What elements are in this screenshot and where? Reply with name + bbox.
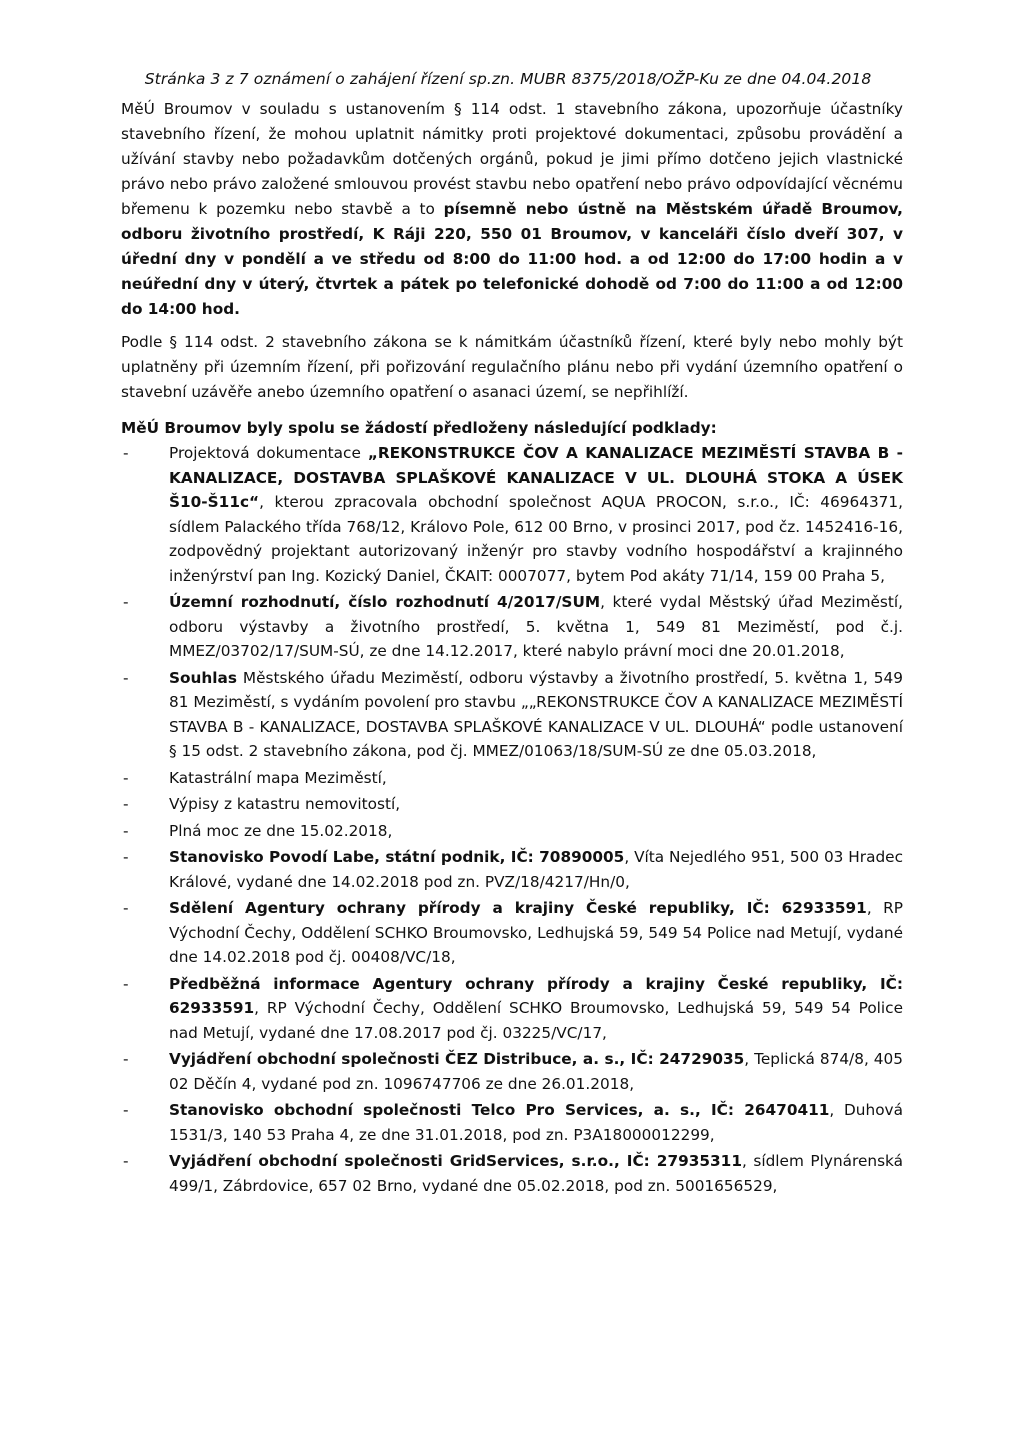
objections-paragraph [121,97,903,322]
list-dash: - [123,899,129,917]
list-item: - Vyjádření obchodní společnosti GridServices, s.r.o., IČ: 27935311, sídlem Plynárenská 499/1, Zábrdovice, 657 02 Brno, vydané dne 05.02.2018, pod zn. 5001656529, [121,1149,903,1198]
document-page [121,70,903,1200]
list-item: - Předběžná informace Agentury ochrany přírody a krajiny České republiky, IČ: 62933591, RP Východní Čechy, Oddělení SCHKO Broumovsko, Ledhujská 59, 549 54 Police nad Metují, vydané dne 17.08.2017 pod čj. 03225/VC/17, [121,972,903,1046]
objections-bold-text: písemně nebo ústně na Městském úřadě Broumov, odboru životního prostředí, K Ráji 220, 550 01 Broumov, v kanceláři číslo dveří 307, v úřední dny v pondělí a ve středu od 8:00 do 11:00 hod. a od 12:00 do 17:00 hodin a v neúřední dny v úterý, čtvrtek a pátek po telefonické dohodě od 7:00 do 11:00 a od 12:00 do 14:00 hod. [121,200,903,318]
list-dash: - [123,593,129,611]
list-dash: - [123,768,129,787]
list-dash: - [123,444,129,462]
list-item: - Výpisy z katastru nemovitostí, [121,792,903,817]
documents-list [121,441,903,1198]
objections-text: MěÚ Broumov v souladu s ustanovením § 114 odst. 1 stavebního zákona, upozorňuje účastníky stavebního řízení, že mohou uplatnit námitky proti projektové dokumentaci, způsobu provádění a užívání stavby nebo požadavkům dotčených orgánů, pokud je jimi přímo dotčeno jejich vlastnické právo nebo právo založené smlouvou provést stavbu nebo opatření nebo právo odpovídající věcnému břemenu k pozemku nebo stavbě a to [121,100,903,218]
list-dash: - [123,668,129,687]
list-dash: - [123,1050,129,1068]
list-dash: - [123,974,129,993]
list-item: - Plná moc ze dne 15.02.2018, [121,819,903,844]
list-item: - Sdělení Agentury ochrany přírody a krajiny České republiky, IČ: 62933591, RP Východní Čechy, Oddělení SCHKO Broumovsko, Ledhujská 59, 549 54 Police nad Metují, vydané dne 14.02.2018 pod čj. 00408/VC/18, [121,896,903,970]
list-item: - Stanovisko obchodní společnosti Telco Pro Services, a. s., IČ: 26470411, Duhová 1531/3, 140 53 Praha 4, ze dne 31.01.2018, pod zn. P3A18000012299, [121,1098,903,1147]
list-item: - Projektová dokumentace „REKONSTRUKCE ČOV A KANALIZACE MEZIMĚSTÍ STAVBA B - KANALIZACE, DOSTAVBA SPLAŠKOVÉ KANALIZACE V UL. DLOUHÁ STOKA A ÚSEK Š10-Š11c“, kterou zpracovala obchodní společnost AQUA PROCON, s.r.o., IČ: 46964371, sídlem Palackého třída 768/12, Královo Pole, 612 00 Brno, v prosinci 2017, pod čz. 1452416-16, zodpovědný projektant autorizovaný inženýr pro stavby vodního hospodářství a krajinného inženýrství pan Ing. Kozický Daniel, ČKAIT: 0007077, bytem Pod akáty 71/14, 159 00 Praha 5, [121,441,903,588]
list-item: - Stanovisko Povodí Labe, státní podnik, IČ: 70890005, Víta Nejedlého 951, 500 03 Hradec Králové, vydané dne 14.02.2018 pod zn. PVZ/18/4217/Hn/0, [121,845,903,894]
list-dash: - [123,821,129,840]
page-header: Stránka 3 z 7 oznámení o zahájení řízení sp.zn. MUBR 8375/2018/OŽP-Ku ze dne 04.04.2018 [144,70,872,88]
list-item: - Územní rozhodnutí, číslo rozhodnutí 4/2017/SUM, které vydal Městský úřad Meziměstí, odboru výstavby a životního prostředí, 5. května 1, 549 81 Meziměstí, pod č.j. MMEZ/03702/17/SUM-SÚ, ze dne 14.12.2017, které nabylo právní moci dne 20.01.2018, [121,590,903,664]
list-dash: - [123,848,129,866]
list-item: - Vyjádření obchodní společnosti ČEZ Distribuce, a. s., IČ: 24729035, Teplická 874/8, 405 02 Děčín 4, vydané pod zn. 1096747706 ze dne 26.01.2018, [121,1047,903,1096]
list-item: - Souhlas Městského úřadu Meziměstí, odboru výstavby a životního prostředí, 5. května 1, 549 81 Meziměstí, s vydáním povolení pro stavbu „„REKONSTRUKCE ČOV A KANALIZACE MEZIMĚSTÍ STAVBA B - KANALIZACE, DOSTAVBA SPLAŠKOVÉ KANALIZACE V UL. DLOUHÁ“ podle ustanovení § 15 odst. 2 stavebního zákona, pod čj. MMEZ/01063/18/SUM-SÚ ze dne 05.03.2018, [121,666,903,764]
documents-section-title: MěÚ Broumov byly spolu se žádostí předloženy následující podklady: [121,419,717,437]
disregard-paragraph: Podle § 114 odst. 2 stavebního zákona se k námitkám účastníků řízení, které byly nebo mohly být uplatněny při územním řízení, při pořizování regulačního plánu nebo při vydání územního opatření o stavební uzávěře anebo územního opatření o asanaci území, se nepřihlíží. [121,333,903,401]
list-dash: - [123,1101,129,1119]
list-item: - Katastrální mapa Meziměstí, [121,766,903,791]
list-dash: - [123,795,129,813]
list-dash: - [123,1152,129,1170]
